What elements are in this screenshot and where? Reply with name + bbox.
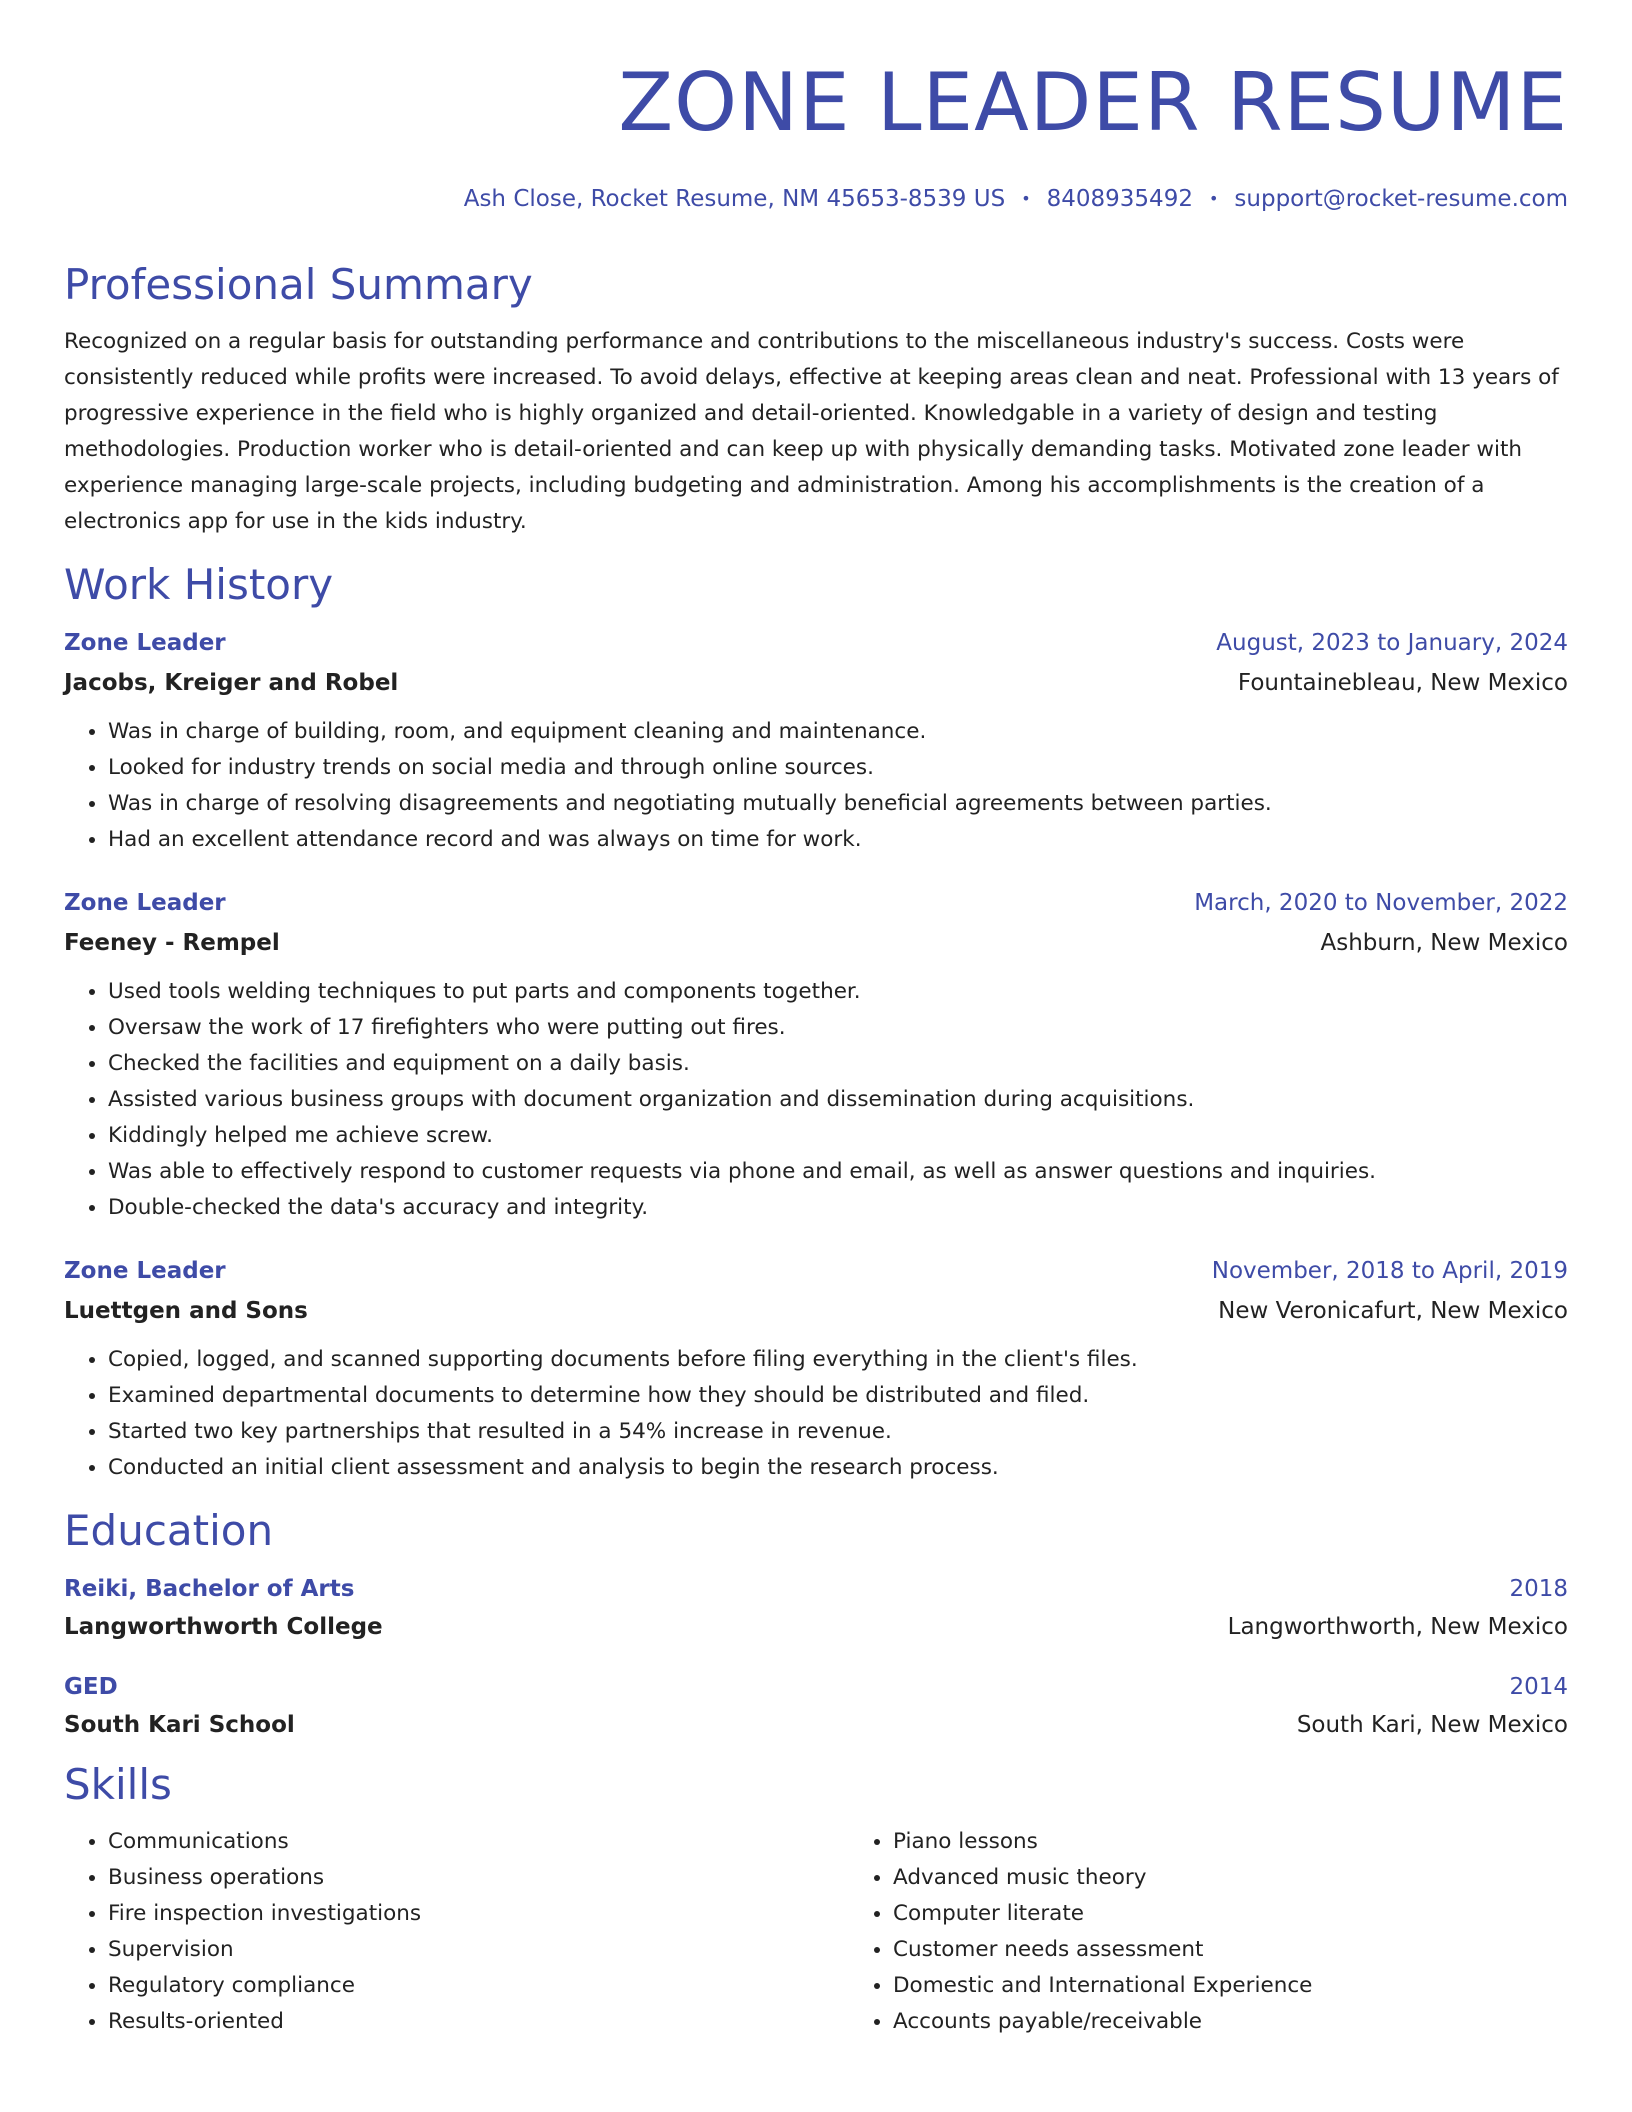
section-title-skills: Skills [64, 1760, 172, 1809]
list-item: • Was in charge of building, room, and equipment cleaning and maintenance. [108, 714, 1568, 750]
skills-column-left [64, 1824, 849, 2040]
contact-email: support@rocket-resume.com [1234, 186, 1568, 212]
job-location: New Veronicafurt, New Mexico [1218, 1298, 1568, 1324]
list-item: • Communications [108, 1824, 849, 1860]
list-item: • Was able to effectively respond to customer requests via phone and email, as well as answer questions and inquiries. [108, 1154, 1568, 1190]
list-item: • Computer literate [893, 1896, 1632, 1932]
education-location: South Kari, New Mexico [1296, 1712, 1568, 1738]
list-item: • Examined departmental documents to determine how they should be distributed and filed. [108, 1378, 1568, 1414]
section-title-summary: Professional Summary [64, 260, 533, 309]
list-item: • Advanced music theory [893, 1860, 1632, 1896]
list-item: • Looked for industry trends on social media and through online sources. [108, 750, 1568, 786]
job-bullets [64, 974, 1568, 1226]
list-item: • Accounts payable/receivable [893, 2004, 1632, 2040]
education-location: Langworthworth, New Mexico [1227, 1614, 1568, 1640]
contact-separator: • [1021, 189, 1031, 208]
list-item: • Fire inspection investigations [108, 1896, 849, 1932]
education-year: 2014 [1509, 1674, 1568, 1700]
education-year: 2018 [1509, 1576, 1568, 1602]
skills-list [64, 1824, 1568, 2040]
job-title: Zone Leader [64, 630, 226, 656]
list-item: • Was in charge of resolving disagreements and negotiating mutually beneficial agreements between parties. [108, 786, 1568, 822]
section-title-education: Education [64, 1506, 274, 1555]
job-title: Zone Leader [64, 890, 226, 916]
job-entry [64, 628, 1568, 858]
job-entry [64, 888, 1568, 1226]
list-item: • Regulatory compliance [108, 1968, 849, 2004]
contact-phone: 8408935492 [1046, 186, 1193, 212]
job-dates: August, 2023 to January, 2024 [1216, 630, 1568, 656]
list-item: • Had an excellent attendance record and was always on time for work. [108, 822, 1568, 858]
summary-text: Recognized on a regular basis for outstanding performance and contributions to the miscellaneous industry's success. Costs were consistently reduced while profits were increased. To avoid delays, effective at keeping areas clean and neat. Professional with 13 years of progressive experience in the field who is highly organized and detail-oriented. Knowledgable in a variety of design and testing methodologies. Production worker who is detail-oriented and can keep up with physically demanding tasks. Motivated zone leader with experience managing large-scale projects, including budgeting and administration. Among his accomplishments is the creation of a electronics app for use in the kids industry. [64, 329, 1559, 534]
education-school: South Kari School [64, 1712, 295, 1738]
list-item: • Double-checked the data's accuracy and integrity. [108, 1190, 1568, 1226]
job-bullets [64, 714, 1568, 858]
list-item: • Conducted an initial client assessment and analysis to begin the research process. [108, 1450, 1568, 1486]
education-degree: Reiki, Bachelor of Arts [64, 1576, 355, 1602]
list-item: • Domestic and International Experience [893, 1968, 1632, 2004]
job-location: Fountainebleau, New Mexico [1237, 670, 1568, 696]
list-item: • Supervision [108, 1932, 849, 1968]
contact-separator: • [1208, 189, 1219, 208]
job-company: Feeney - Rempel [64, 930, 280, 956]
job-dates: November, 2018 to April, 2019 [1211, 1258, 1568, 1284]
job-title: Zone Leader [64, 1258, 226, 1284]
education-entry [64, 1574, 1568, 1642]
job-dates: March, 2020 to November, 2022 [1194, 890, 1568, 916]
contact-line [64, 184, 1568, 216]
list-item: • Copied, logged, and scanned supporting documents before filing everything in the client's files. [108, 1342, 1568, 1378]
list-item: • Started two key partnerships that resulted in a 54% increase in revenue. [108, 1414, 1568, 1450]
list-item: • Oversaw the work of 17 firefighters who were putting out fires. [108, 1010, 1568, 1046]
education-degree: GED [64, 1674, 118, 1700]
job-company: Luettgen and Sons [64, 1298, 308, 1324]
job-location: Ashburn, New Mexico [1320, 930, 1568, 956]
job-entry [64, 1256, 1568, 1486]
skills-column-right [849, 1824, 1632, 2040]
job-bullets [64, 1342, 1568, 1486]
list-item: • Used tools welding techniques to put parts and components together. [108, 974, 1568, 1010]
list-item: • Business operations [108, 1860, 849, 1896]
resume-title: ZONE LEADER RESUME [618, 56, 1568, 149]
education-school: Langworthworth College [64, 1614, 383, 1640]
list-item: • Assisted various business groups with document organization and dissemination during acquisitions. [108, 1082, 1568, 1118]
job-company: Jacobs, Kreiger and Robel [64, 670, 399, 696]
education-entry [64, 1672, 1568, 1740]
list-item: • Piano lessons [893, 1824, 1632, 1860]
section-title-work: Work History [64, 560, 334, 609]
contact-address: Ash Close, Rocket Resume, NM 45653-8539 US [463, 186, 1006, 212]
list-item: • Kiddingly helped me achieve screw. [108, 1118, 1568, 1154]
list-item: • Customer needs assessment [893, 1932, 1632, 1968]
list-item: • Results-oriented [108, 2004, 849, 2040]
list-item: • Checked the facilities and equipment on a daily basis. [108, 1046, 1568, 1082]
